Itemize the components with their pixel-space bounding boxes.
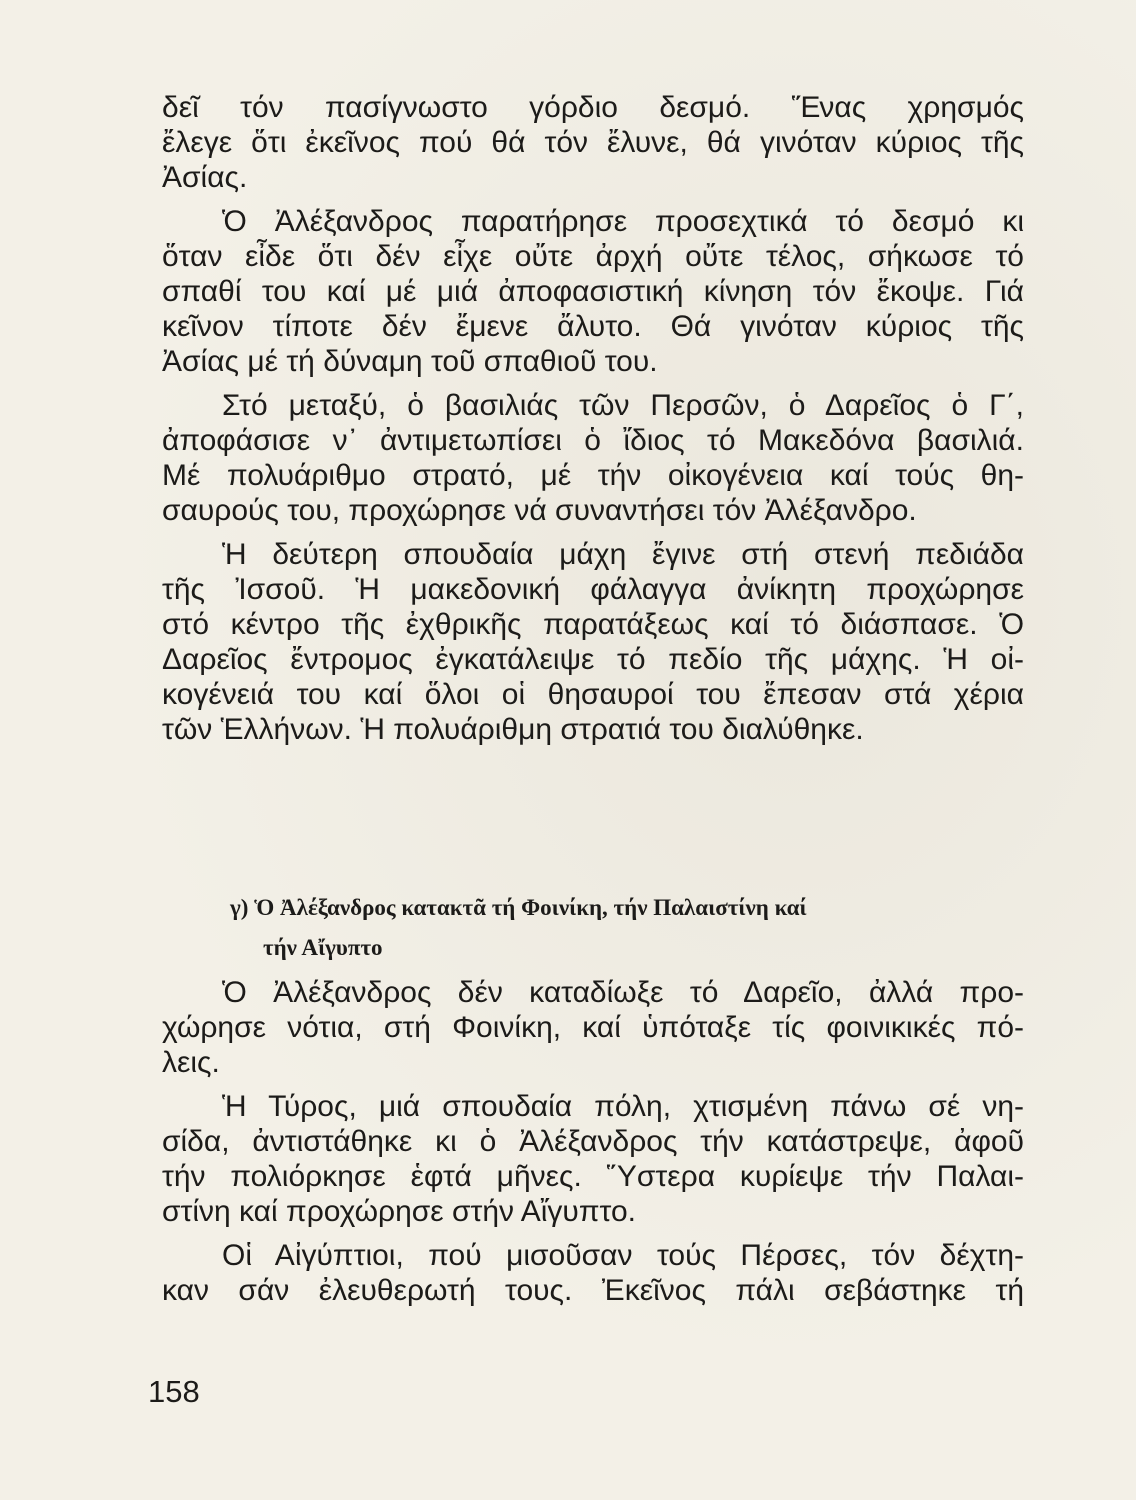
section-heading bbox=[230, 888, 1030, 968]
text-line: στίνη καί προχώρησε στήν Αἴγυπτο. bbox=[162, 1195, 636, 1228]
text-line: ὅταν εἶδε ὅτι δέν εἶχε οὔτε ἀρχή οὔτε τέλος, σήκωσε τό bbox=[162, 240, 1024, 273]
text-line: ἀποφάσισε ν᾿ ἀντιμετωπίσει ὁ ἴδιος τό Μακεδόνα βασιλιά. bbox=[162, 424, 1024, 457]
text-block-bottom bbox=[162, 975, 1024, 1308]
text-line: Οἱ Αἰγύπτιοι, πού μισοῦσαν τούς Πέρσες, τόν δέχτη- bbox=[222, 1239, 1024, 1272]
text-line: Ἀσίας. bbox=[162, 161, 248, 194]
text-line: χώρησε νότια, στή Φοινίκη, καί ὑπόταξε τίς φοινικικές πό- bbox=[162, 1011, 1024, 1044]
text-line: ἔλεγε ὅτι ἐκεῖνος πού θά τόν ἔλυνε, θά γινόταν κύριος τῆς bbox=[162, 126, 1024, 159]
text-line: Ἡ δεύτερη σπουδαία μάχη ἔγινε στή στενή πεδιάδα bbox=[222, 538, 1024, 571]
text-line: τήν πολιόρκησε ἑφτά μῆνες. Ὕστερα κυρίεψε τήν Παλαι- bbox=[162, 1160, 1024, 1193]
text-line: τῶν Ἑλλήνων. Ἡ πολυάριθμη στρατιά του διαλύθηκε. bbox=[162, 713, 864, 746]
text-line: Ἀσίας μέ τή δύναμη τοῦ σπαθιοῦ του. bbox=[162, 345, 658, 378]
text-line: δεῖ τόν πασίγνωστο γόρδιο δεσμό. Ἕνας χρησμός bbox=[162, 91, 1024, 124]
text-block-top bbox=[162, 90, 1024, 747]
page-number: 158 bbox=[148, 1374, 200, 1409]
text-line: Μέ πολυάριθμο στρατό, μέ τήν οἰκογένεια καί τούς θη- bbox=[162, 459, 1024, 492]
text-line: τῆς Ἰσσοῦ. Ἡ μακεδονική φάλαγγα ἀνίκητη προχώρησε bbox=[162, 573, 1024, 606]
text-line: καν σάν ἐλευθερωτή τους. Ἐκεῖνος πάλι σεβάστηκε τή bbox=[162, 1274, 1024, 1307]
text-line: σπαθί του καί μέ μιά ἀποφασιστική κίνηση τόν ἔκοψε. Γιά bbox=[162, 275, 1024, 308]
text-line: σαυρούς του, προχώρησε νά συναντήσει τόν Ἀλέξανδρο. bbox=[162, 494, 917, 527]
text-line: Στό μεταξύ, ὁ βασιλιάς τῶν Περσῶν, ὁ Δαρεῖος ὁ Γ΄, bbox=[222, 389, 1024, 422]
text-line: σίδα, ἀντιστάθηκε κι ὁ Ἀλέξανδρος τήν κατάστρεψε, ἀφοῦ bbox=[162, 1125, 1024, 1158]
text-line: Ἡ Τύρος, μιά σπουδαία πόλη, χτισμένη πάνω σέ νη- bbox=[222, 1090, 1024, 1123]
text-line: Δαρεῖος ἔντρομος ἐγκατάλειψε τό πεδίο τῆς μάχης. Ἡ οἰ- bbox=[162, 643, 1024, 676]
text-line: λεις. bbox=[162, 1046, 220, 1079]
text-line: κογένειά του καί ὅλοι οἱ θησαυροί του ἔπεσαν στά χέρια bbox=[162, 678, 1024, 711]
text-line: Ὁ Ἀλέξανδρος δέν καταδίωξε τό Δαρεῖο, ἀλλά προ- bbox=[222, 976, 1024, 1009]
section-heading-line: τήν Αἴγυπτο bbox=[263, 935, 383, 960]
text-line: Ὁ Ἀλέξανδρος παρατήρησε προσεχτικά τό δεσμό κι bbox=[222, 205, 1024, 238]
section-heading-line: γ) Ὁ Ἀλέξανδρος κατακτᾶ τή Φοινίκη, τήν Παλαιστίνη καί bbox=[230, 895, 807, 920]
text-line: στό κέντρο τῆς ἐχθρικῆς παρατάξεως καί τό διάσπασε. Ὁ bbox=[162, 608, 1024, 641]
text-line: κεῖνον τίποτε δέν ἔμενε ἄλυτο. Θά γινόταν κύριος τῆς bbox=[162, 310, 1024, 343]
